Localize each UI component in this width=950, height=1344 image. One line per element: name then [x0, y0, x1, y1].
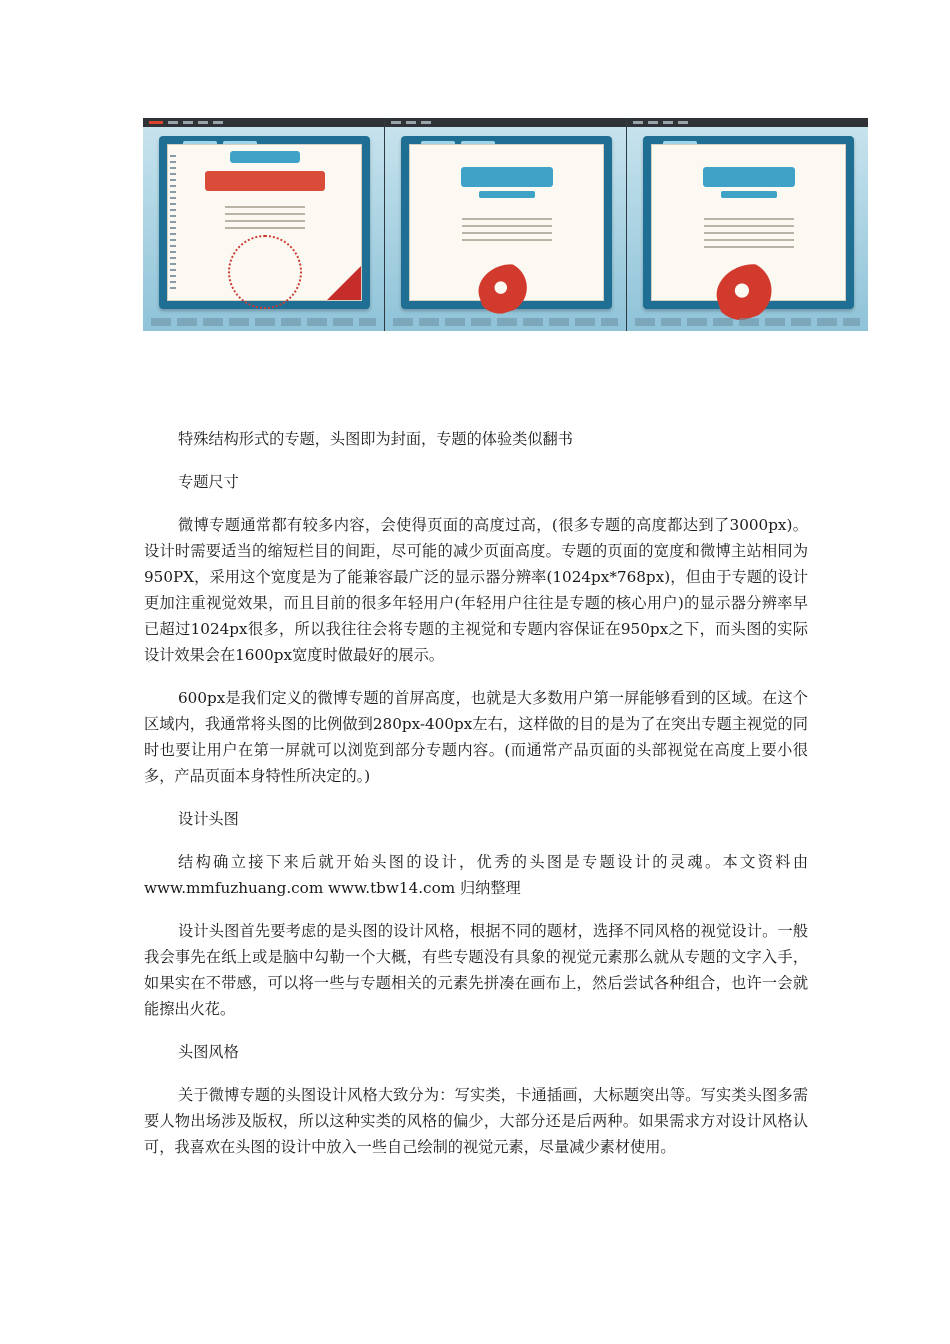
- section-heading-style: 头图风格: [178, 1043, 239, 1061]
- browser-topbar: [385, 118, 626, 127]
- section-heading-design: 设计头图: [178, 810, 239, 828]
- text-lines: [704, 213, 794, 253]
- screenshot-panel-3: [627, 118, 868, 331]
- page-footer-links: [151, 318, 376, 326]
- section-heading-size: 专题尺寸: [178, 473, 239, 491]
- text-lines: [225, 201, 305, 234]
- title-ribbon: [703, 167, 795, 187]
- page-footer-links: [393, 318, 618, 326]
- paragraph-design-1: 结构确立接下来后就开始头图的设计，优秀的头图是专题设计的灵魂。本文资料由www.mmfuzhuang.com www.tbw14.com 归纳整理: [144, 853, 808, 897]
- text-lines: [462, 213, 552, 246]
- screenshot-panel-1: [143, 118, 385, 331]
- notebook-cover: [401, 136, 612, 309]
- paragraph-design-2: 设计头图首先要考虑的是头图的设计风格，根据不同的题材，选择不同风格的视觉设计。一般我会事先在纸上或是脑中勾勒一个大概，有些专题没有具象的视觉元素那么就从专题的文字入手，如果实在不带感，可以将一些与专题相关的元素先拼凑在画布上，然后尝试各种组合，也许一会就能擦出火花。: [144, 922, 808, 1018]
- paragraph-size-1: 微博专题通常都有较多内容，会使得页面的高度过高，(很多专题的高度都达到了3000px)。设计时需要适当的缩短栏目的间距，尽可能的减少页面高度。专题的页面的宽度和微博主站相同为950PX，采用这个宽度是为了能兼容最广泛的显示器分辨率(1024px*768px)，但由于专题的设计更加注重视觉效果，而且目前的很多年轻用户(年轻用户往往是专题的核心用户)的显示器分辨率早已超过1024px很多，所以我往往会将专题的主视觉和专题内容保证在950px之下，而头图的实际设计效果会在1600px宽度时做最好的展示。: [144, 516, 808, 664]
- screenshot-panel-2: [385, 118, 627, 331]
- browser-topbar: [143, 118, 384, 127]
- notebook-page: [409, 144, 604, 301]
- header-screenshots-banner: [143, 118, 868, 331]
- notebook-page: [651, 144, 846, 301]
- paragraph-size-2: 600px是我们定义的微博专题的首屏高度，也就是大多数用户第一屏能够看到的区域。在这个区域内，我通常将头图的比例做到280px-400px左右，这样做的目的是为了在突出专题主视觉的同时也要让用户在第一屏就可以浏览到部分专题内容。(而通常产品页面的头部视觉在高度上要小很多，产品页面本身特性所决定的。): [144, 689, 808, 785]
- illustration-leaf: [709, 256, 788, 326]
- illustration-leaf: [472, 257, 541, 319]
- title-ribbon: [205, 171, 325, 191]
- notebook-cover: [643, 136, 854, 309]
- notebook-cover: [159, 136, 370, 309]
- browser-topbar: [627, 118, 868, 127]
- article-body: [144, 426, 808, 1177]
- paragraph-intro: 特殊结构形式的专题，头图即为封面，专题的体验类似翻书: [178, 430, 573, 448]
- illustration-tree: [228, 235, 302, 309]
- paragraph-style-1: 关于微博专题的头图设计风格大致分为：写实类，卡通插画，大标题突出等。写实类头图多需要人物出场涉及版权，所以这种实类的风格的偏少，大部分还是后两种。如果需求方对设计风格认可，我喜欢在头图的设计中放入一些自己绘制的视觉元素，尽量减少素材使用。: [144, 1086, 808, 1156]
- page-corner: [327, 266, 361, 300]
- weibo-logo-ribbon: [230, 151, 300, 163]
- notebook-page: [167, 144, 362, 301]
- title-ribbon: [461, 167, 553, 187]
- page-footer-links: [635, 318, 860, 326]
- spiral-rings: [170, 155, 176, 290]
